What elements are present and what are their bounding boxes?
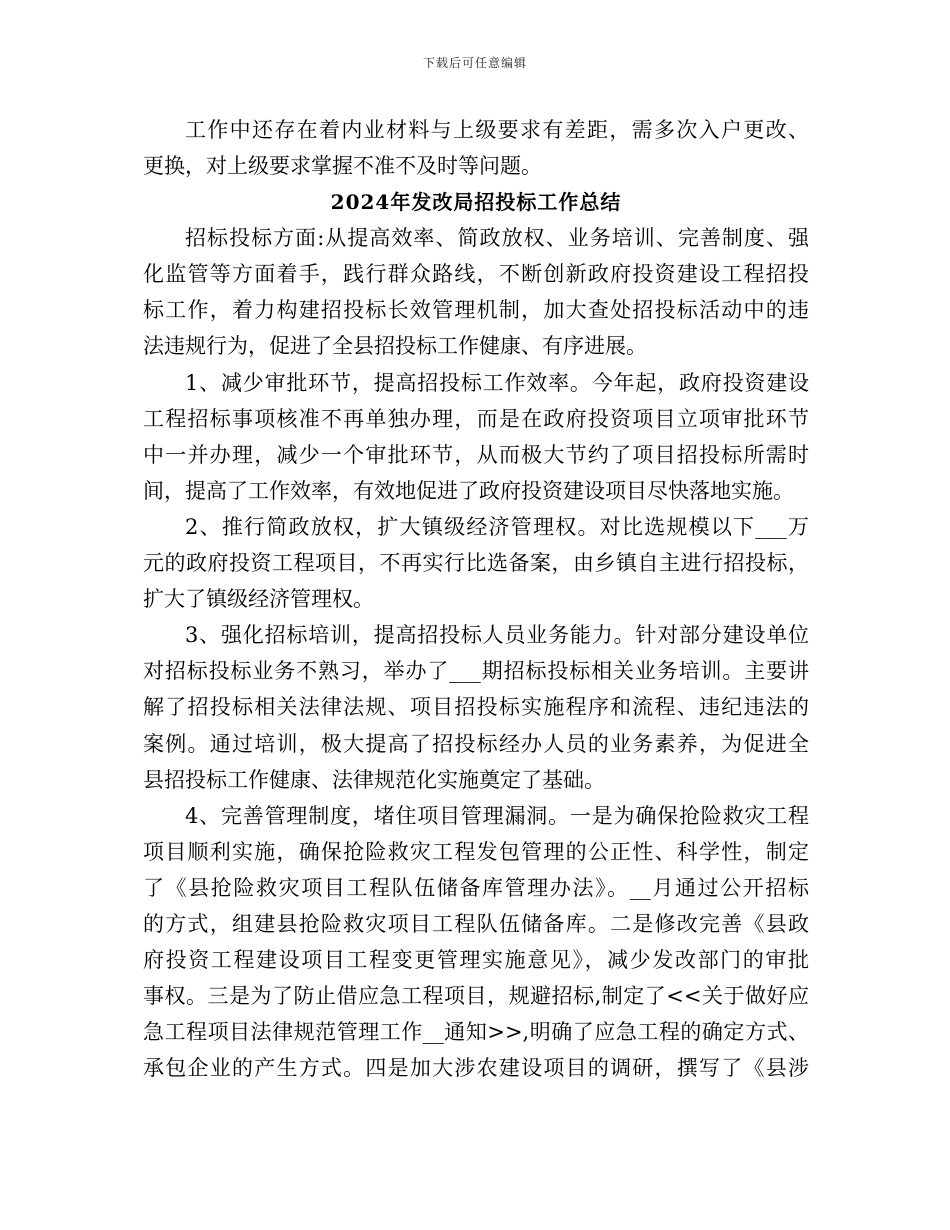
paragraph-line: 法违规行为，促进了全县招投标工作健康、有序进展。 xyxy=(143,334,647,359)
intro-line: 工作中还存在着内业材料与上级要求有差距，需多次入户更改、 xyxy=(185,118,809,142)
paragraph-line: 扩大了镇级经济管理权。 xyxy=(143,587,374,612)
document-body xyxy=(143,112,809,1086)
paragraph-line: 1、减少审批环节，提高招投标工作效率。今年起，政府投资建设 xyxy=(185,370,809,395)
paragraph-line: 急工程项目法律规范管理工作__通知>>,明确了应急工程的确定方式、 xyxy=(143,1020,809,1045)
paragraph-line: 2、推行简政放权，扩大镇级经济管理权。对比选规模以下___万 xyxy=(185,514,809,539)
paragraph-item-2 xyxy=(143,509,809,617)
paragraph-overview xyxy=(143,220,809,364)
paragraph-line: 间，提高了工作效率，有效地促进了政府投资建设项目尽快落地实施。 xyxy=(143,478,794,503)
document-title: 2024年发改局招投标工作总结 xyxy=(330,190,622,215)
paragraph-line: 案例。通过培训，极大提高了招投标经办人员的业务素养，为促进全 xyxy=(143,731,809,756)
paragraph-item-4 xyxy=(143,798,809,1087)
paragraph-line: 对招标投标业务不熟习，举办了___期招标投标相关业务培训。主要讲 xyxy=(143,659,809,684)
paragraph-item-1 xyxy=(143,365,809,509)
paragraph-line: 3、强化招标培训，提高招投标人员业务能力。针对部分建设单位 xyxy=(185,623,809,648)
paragraph-line: 的方式，组建县抢险救灾项目工程队伍储备库。二是修改完善《县政 xyxy=(143,911,809,936)
paragraph-line: 4、完善管理制度，堵住项目管理漏洞。一是为确保抢险救灾工程 xyxy=(185,803,809,828)
intro-line: 更换，对上级要求掌握不准不及时等问题。 xyxy=(143,154,542,179)
paragraph-line: 工程招标事项核准不再单独办理，而是在政府投资项目立项审批环节 xyxy=(143,406,809,431)
page-header-note: 下载后可任意编辑 xyxy=(422,56,527,70)
paragraph-line: 解了招投标相关法律法规、项目招投标实施程序和流程、违纪违法的 xyxy=(143,695,809,720)
paragraph-line: 标工作，着力构建招投标长效管理机制，加大查处招投标活动中的违 xyxy=(143,298,809,323)
paragraph-item-3 xyxy=(143,617,809,797)
paragraph-line: 县招投标工作健康、法律规范化实施奠定了基础。 xyxy=(143,767,605,792)
paragraph-line: 承包企业的产生方式。四是加大涉农建设项目的调研，撰写了《县涉 xyxy=(143,1056,809,1081)
paragraph-line: 了《县抢险救灾项目工程队伍储备库管理办法》。__月通过公开招标 xyxy=(143,875,809,900)
paragraph-line: 府投资工程建设项目工程变更管理实施意见》，减少发改部门的审批 xyxy=(143,948,809,973)
paragraph-line: 元的政府投资工程项目，不再实行比选备案，由乡镇自主进行招投标， xyxy=(143,551,809,576)
paragraph-line: 招标投标方面:从提高效率、简政放权、业务培训、完善制度、强 xyxy=(185,226,809,251)
paragraph-line: 项目顺利实施，确保抢险救灾工程发包管理的公正性、科学性，制定 xyxy=(143,839,809,864)
paragraph-line: 事权。三是为了防止借应急工程项目，规避招标,制定了<<关于做好应 xyxy=(143,984,809,1009)
paragraph-line: 化监管等方面着手，践行群众路线，不断创新政府投资建设工程招投 xyxy=(143,262,809,287)
paragraph-line: 中一并办理，减少一个审批环节，从而极大节约了项目招投标所需时 xyxy=(143,442,809,467)
